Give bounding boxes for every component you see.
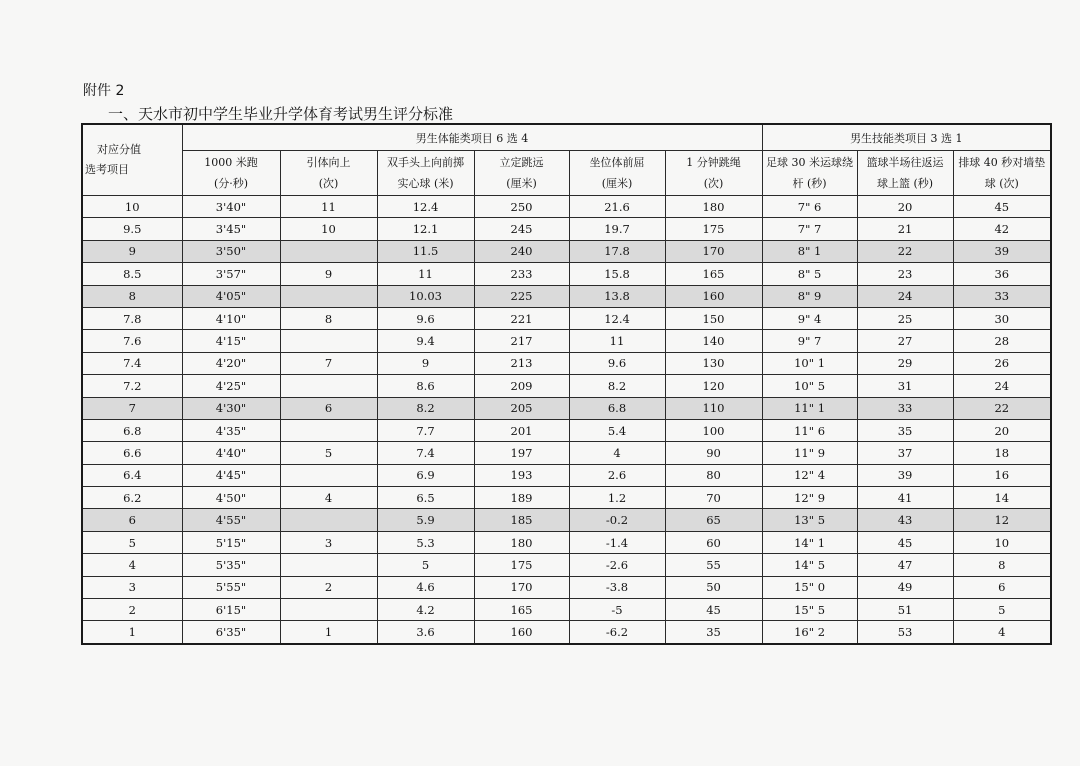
column-header — [182, 151, 280, 196]
table-cell — [280, 240, 377, 262]
table-cell: 175 — [665, 218, 762, 240]
table-cell: 55 — [665, 554, 762, 576]
table-cell: 5'35" — [182, 554, 280, 576]
table-cell: 20 — [857, 196, 953, 218]
score-cell: 6.8 — [82, 419, 182, 441]
table-cell: 6 — [280, 397, 377, 419]
score-cell: 7.4 — [82, 352, 182, 374]
table-cell: 6'15" — [182, 599, 280, 621]
table-cell: 4'35" — [182, 419, 280, 441]
score-table — [81, 123, 1052, 645]
column-header — [377, 151, 474, 196]
table-cell: 6.9 — [377, 464, 474, 486]
table-cell: 11.5 — [377, 240, 474, 262]
table-cell: 6 — [953, 576, 1051, 598]
table-cell: 6.8 — [569, 397, 665, 419]
table-cell: 25 — [857, 307, 953, 329]
column-header-line2: (次) — [703, 177, 724, 190]
table-cell: 185 — [474, 509, 569, 531]
score-cell: 6.6 — [82, 442, 182, 464]
table-row — [82, 307, 1051, 329]
score-cell: 7.2 — [82, 375, 182, 397]
table-row — [82, 419, 1051, 441]
table-cell — [280, 509, 377, 531]
score-cell: 8.5 — [82, 263, 182, 285]
table-cell: 13" 5 — [762, 509, 857, 531]
table-cell: 213 — [474, 352, 569, 374]
table-cell: 10" 5 — [762, 375, 857, 397]
table-cell: 10.03 — [377, 285, 474, 307]
table-cell: 11 — [569, 330, 665, 352]
table-cell: -2.6 — [569, 554, 665, 576]
table-cell: 14 — [953, 487, 1051, 509]
table-cell: 22 — [857, 240, 953, 262]
table-cell: 12 — [953, 509, 1051, 531]
score-cell: 7.8 — [82, 307, 182, 329]
table-cell: 23 — [857, 263, 953, 285]
column-header-line1: 双手头上向前掷 — [387, 156, 464, 169]
table-cell: 35 — [665, 621, 762, 644]
table-cell: 189 — [474, 487, 569, 509]
table-cell: 4 — [569, 442, 665, 464]
column-header — [857, 151, 953, 196]
table-row — [82, 285, 1051, 307]
table-cell: 50 — [665, 576, 762, 598]
table-row — [82, 487, 1051, 509]
score-cell: 2 — [82, 599, 182, 621]
column-header — [280, 151, 377, 196]
score-cell: 9 — [82, 240, 182, 262]
column-header — [569, 151, 665, 196]
column-header-line1: 1 分钟跳绳 — [686, 156, 741, 169]
table-cell: 80 — [665, 464, 762, 486]
table-cell: 165 — [474, 599, 569, 621]
table-cell: 225 — [474, 285, 569, 307]
document-title: 一、天水市初中学生毕业升学体育考试男生评分标准 — [108, 105, 454, 123]
table-cell: 41 — [857, 487, 953, 509]
table-cell: 17.8 — [569, 240, 665, 262]
table-cell: 180 — [474, 531, 569, 553]
column-header-line1: 立定跳远 — [499, 156, 544, 169]
table-row — [82, 196, 1051, 218]
table-cell: 8" 5 — [762, 263, 857, 285]
table-cell: 9.4 — [377, 330, 474, 352]
table-cell: 1.2 — [569, 487, 665, 509]
table-cell: 8" 9 — [762, 285, 857, 307]
score-cell: 4 — [82, 554, 182, 576]
table-cell: 65 — [665, 509, 762, 531]
table-cell: -3.8 — [569, 576, 665, 598]
table-cell: 12" 4 — [762, 464, 857, 486]
score-cell: 7.6 — [82, 330, 182, 352]
table-cell: 4'20" — [182, 352, 280, 374]
corner-top-label: 对应分值 — [97, 143, 141, 156]
table-cell: 2 — [280, 576, 377, 598]
corner-header — [82, 124, 182, 196]
table-cell: 60 — [665, 531, 762, 553]
table-row — [82, 509, 1051, 531]
table-cell: 3'45" — [182, 218, 280, 240]
table-cell: 21.6 — [569, 196, 665, 218]
table-cell: 45 — [857, 531, 953, 553]
table-cell: 6'35" — [182, 621, 280, 644]
table-cell: 5.9 — [377, 509, 474, 531]
score-cell: 6.4 — [82, 464, 182, 486]
column-header — [762, 151, 857, 196]
attachment-label: 附件 2 — [83, 83, 125, 99]
table-cell: 3'40" — [182, 196, 280, 218]
table-cell: 170 — [665, 240, 762, 262]
table-cell: 9 — [377, 352, 474, 374]
table-row — [82, 464, 1051, 486]
table-cell: 8.2 — [569, 375, 665, 397]
table-cell: 7.7 — [377, 419, 474, 441]
table-cell: 43 — [857, 509, 953, 531]
table-cell: 22 — [953, 397, 1051, 419]
table-cell: 45 — [665, 599, 762, 621]
column-header-line1: 引体向上 — [306, 156, 351, 169]
table-cell: 4'50" — [182, 487, 280, 509]
table-cell: 70 — [665, 487, 762, 509]
table-cell: 5.3 — [377, 531, 474, 553]
column-header-line2: 杆 (秒) — [792, 177, 827, 190]
score-cell: 3 — [82, 576, 182, 598]
column-header-line1: 1000 米跑 — [204, 156, 258, 169]
table-cell: 16 — [953, 464, 1051, 486]
table-cell: 49 — [857, 576, 953, 598]
table-cell: 24 — [953, 375, 1051, 397]
table-cell: 10" 1 — [762, 352, 857, 374]
table-cell: 33 — [857, 397, 953, 419]
table-cell: 4'45" — [182, 464, 280, 486]
table-cell: -6.2 — [569, 621, 665, 644]
table-cell: 10 — [280, 218, 377, 240]
table-row — [82, 531, 1051, 553]
table-cell: 4 — [953, 621, 1051, 644]
table-cell: 14" 5 — [762, 554, 857, 576]
table-cell: 5 — [280, 442, 377, 464]
table-cell: 4'25" — [182, 375, 280, 397]
table-row — [82, 397, 1051, 419]
table-cell: 2.6 — [569, 464, 665, 486]
table-cell: 4.2 — [377, 599, 474, 621]
table-cell: 9" 4 — [762, 307, 857, 329]
table-cell: -0.2 — [569, 509, 665, 531]
column-header — [665, 151, 762, 196]
score-cell: 6.2 — [82, 487, 182, 509]
table-cell: 197 — [474, 442, 569, 464]
table-cell: 15" 5 — [762, 599, 857, 621]
table-row — [82, 599, 1051, 621]
table-cell: 11 — [280, 196, 377, 218]
table-row — [82, 576, 1051, 598]
table-cell: 4'10" — [182, 307, 280, 329]
table-cell: 11 — [377, 263, 474, 285]
table-cell: 170 — [474, 576, 569, 598]
table-cell: 3'57" — [182, 263, 280, 285]
table-cell: 9" 7 — [762, 330, 857, 352]
table-cell — [280, 599, 377, 621]
table-row — [82, 442, 1051, 464]
table-cell: 12" 9 — [762, 487, 857, 509]
column-header-line2: (厘米) — [601, 177, 633, 190]
table-cell: 15" 0 — [762, 576, 857, 598]
table-cell: 37 — [857, 442, 953, 464]
table-cell — [280, 464, 377, 486]
table-cell — [280, 375, 377, 397]
table-cell: 45 — [953, 196, 1051, 218]
table-cell: 140 — [665, 330, 762, 352]
table-cell: 27 — [857, 330, 953, 352]
table-cell: 4.6 — [377, 576, 474, 598]
table-cell: 31 — [857, 375, 953, 397]
table-cell: 39 — [953, 240, 1051, 262]
table-cell: 4'15" — [182, 330, 280, 352]
table-cell: 4'40" — [182, 442, 280, 464]
column-header-line2: (厘米) — [506, 177, 537, 190]
table-row — [82, 330, 1051, 352]
table-cell: 9 — [280, 263, 377, 285]
column-header — [953, 151, 1051, 196]
table-cell: 11" 6 — [762, 419, 857, 441]
table-cell: 201 — [474, 419, 569, 441]
table-cell: 4 — [280, 487, 377, 509]
table-cell: 5 — [377, 554, 474, 576]
table-cell: 209 — [474, 375, 569, 397]
table-cell: 221 — [474, 307, 569, 329]
table-cell: -1.4 — [569, 531, 665, 553]
table-cell: 28 — [953, 330, 1051, 352]
column-header-line1: 坐位体前屈 — [589, 156, 645, 169]
table-cell: 4'30" — [182, 397, 280, 419]
table-cell: 193 — [474, 464, 569, 486]
score-cell: 9.5 — [82, 218, 182, 240]
table-cell: 160 — [474, 621, 569, 644]
table-cell: -5 — [569, 599, 665, 621]
table-row — [82, 621, 1051, 644]
table-row — [82, 218, 1051, 240]
column-header-line2: 实心球 (米) — [397, 177, 454, 190]
table-cell: 7" 7 — [762, 218, 857, 240]
table-cell — [280, 330, 377, 352]
table-cell: 175 — [474, 554, 569, 576]
table-cell: 11" 1 — [762, 397, 857, 419]
table-row — [82, 375, 1051, 397]
table-cell: 12.4 — [569, 307, 665, 329]
table-cell: 9.6 — [569, 352, 665, 374]
table-cell: 233 — [474, 263, 569, 285]
table-cell: 6.5 — [377, 487, 474, 509]
table-cell: 5 — [953, 599, 1051, 621]
table-cell: 15.8 — [569, 263, 665, 285]
score-cell: 1 — [82, 621, 182, 644]
table-cell: 7 — [280, 352, 377, 374]
table-cell: 205 — [474, 397, 569, 419]
table-cell: 4'55" — [182, 509, 280, 531]
table-cell: 19.7 — [569, 218, 665, 240]
table-cell: 3.6 — [377, 621, 474, 644]
score-cell: 6 — [82, 509, 182, 531]
table-cell: 16" 2 — [762, 621, 857, 644]
table-cell: 180 — [665, 196, 762, 218]
table-cell: 110 — [665, 397, 762, 419]
table-cell: 42 — [953, 218, 1051, 240]
table-cell: 39 — [857, 464, 953, 486]
score-cell: 10 — [82, 196, 182, 218]
column-header-line2: (分·秒) — [213, 177, 249, 190]
table-cell: 10 — [953, 531, 1051, 553]
group-header-physical: 男生体能类项目 6 选 4 — [182, 124, 762, 151]
table-cell: 24 — [857, 285, 953, 307]
table-cell: 36 — [953, 263, 1051, 285]
table-cell: 3 — [280, 531, 377, 553]
score-cell: 5 — [82, 531, 182, 553]
table-cell: 12.1 — [377, 218, 474, 240]
table-cell: 150 — [665, 307, 762, 329]
table-cell: 51 — [857, 599, 953, 621]
table-row — [82, 352, 1051, 374]
table-cell: 8.6 — [377, 375, 474, 397]
group-header-skill: 男生技能类项目 3 选 1 — [762, 124, 1051, 151]
table-cell: 250 — [474, 196, 569, 218]
table-cell: 8 — [953, 554, 1051, 576]
table-cell: 1 — [280, 621, 377, 644]
table-cell: 26 — [953, 352, 1051, 374]
table-cell: 9.6 — [377, 307, 474, 329]
column-header — [474, 151, 569, 196]
table-cell: 120 — [665, 375, 762, 397]
score-cell: 8 — [82, 285, 182, 307]
table-cell: 33 — [953, 285, 1051, 307]
table-cell: 100 — [665, 419, 762, 441]
table-row — [82, 240, 1051, 262]
table-cell: 13.8 — [569, 285, 665, 307]
table-cell: 240 — [474, 240, 569, 262]
table-cell: 5.4 — [569, 419, 665, 441]
table-cell: 35 — [857, 419, 953, 441]
column-header-line1: 足球 30 米运球绕 — [766, 156, 854, 169]
table-cell: 29 — [857, 352, 953, 374]
table-cell: 3'50" — [182, 240, 280, 262]
table-cell: 18 — [953, 442, 1051, 464]
table-cell: 12.4 — [377, 196, 474, 218]
table-cell: 8.2 — [377, 397, 474, 419]
table-cell: 160 — [665, 285, 762, 307]
column-header-line1: 排球 40 秒对墙垫 — [958, 156, 1046, 169]
table-row — [82, 554, 1051, 576]
table-cell: 14" 1 — [762, 531, 857, 553]
table-cell: 4'05" — [182, 285, 280, 307]
corner-bottom-label: 选考项目 — [85, 163, 129, 176]
score-cell: 7 — [82, 397, 182, 419]
table-cell: 7" 6 — [762, 196, 857, 218]
table-cell: 21 — [857, 218, 953, 240]
column-header-line2: 球 (次) — [984, 177, 1019, 190]
table-cell: 130 — [665, 352, 762, 374]
table-cell: 245 — [474, 218, 569, 240]
table-cell: 217 — [474, 330, 569, 352]
table-cell: 8" 1 — [762, 240, 857, 262]
table-cell — [280, 554, 377, 576]
table-cell — [280, 419, 377, 441]
column-header-line1: 篮球半场往返运 — [866, 156, 944, 169]
table-cell: 47 — [857, 554, 953, 576]
table-cell: 8 — [280, 307, 377, 329]
table-cell: 30 — [953, 307, 1051, 329]
column-header-line2: 球上篮 (秒) — [877, 177, 934, 190]
table-cell: 20 — [953, 419, 1051, 441]
table-cell — [280, 285, 377, 307]
table-cell: 5'55" — [182, 576, 280, 598]
table-cell: 7.4 — [377, 442, 474, 464]
table-cell: 90 — [665, 442, 762, 464]
table-row — [82, 263, 1051, 285]
table-cell: 53 — [857, 621, 953, 644]
table-cell: 5'15" — [182, 531, 280, 553]
column-header-line2: (次) — [318, 177, 339, 190]
table-cell: 11" 9 — [762, 442, 857, 464]
table-cell: 165 — [665, 263, 762, 285]
